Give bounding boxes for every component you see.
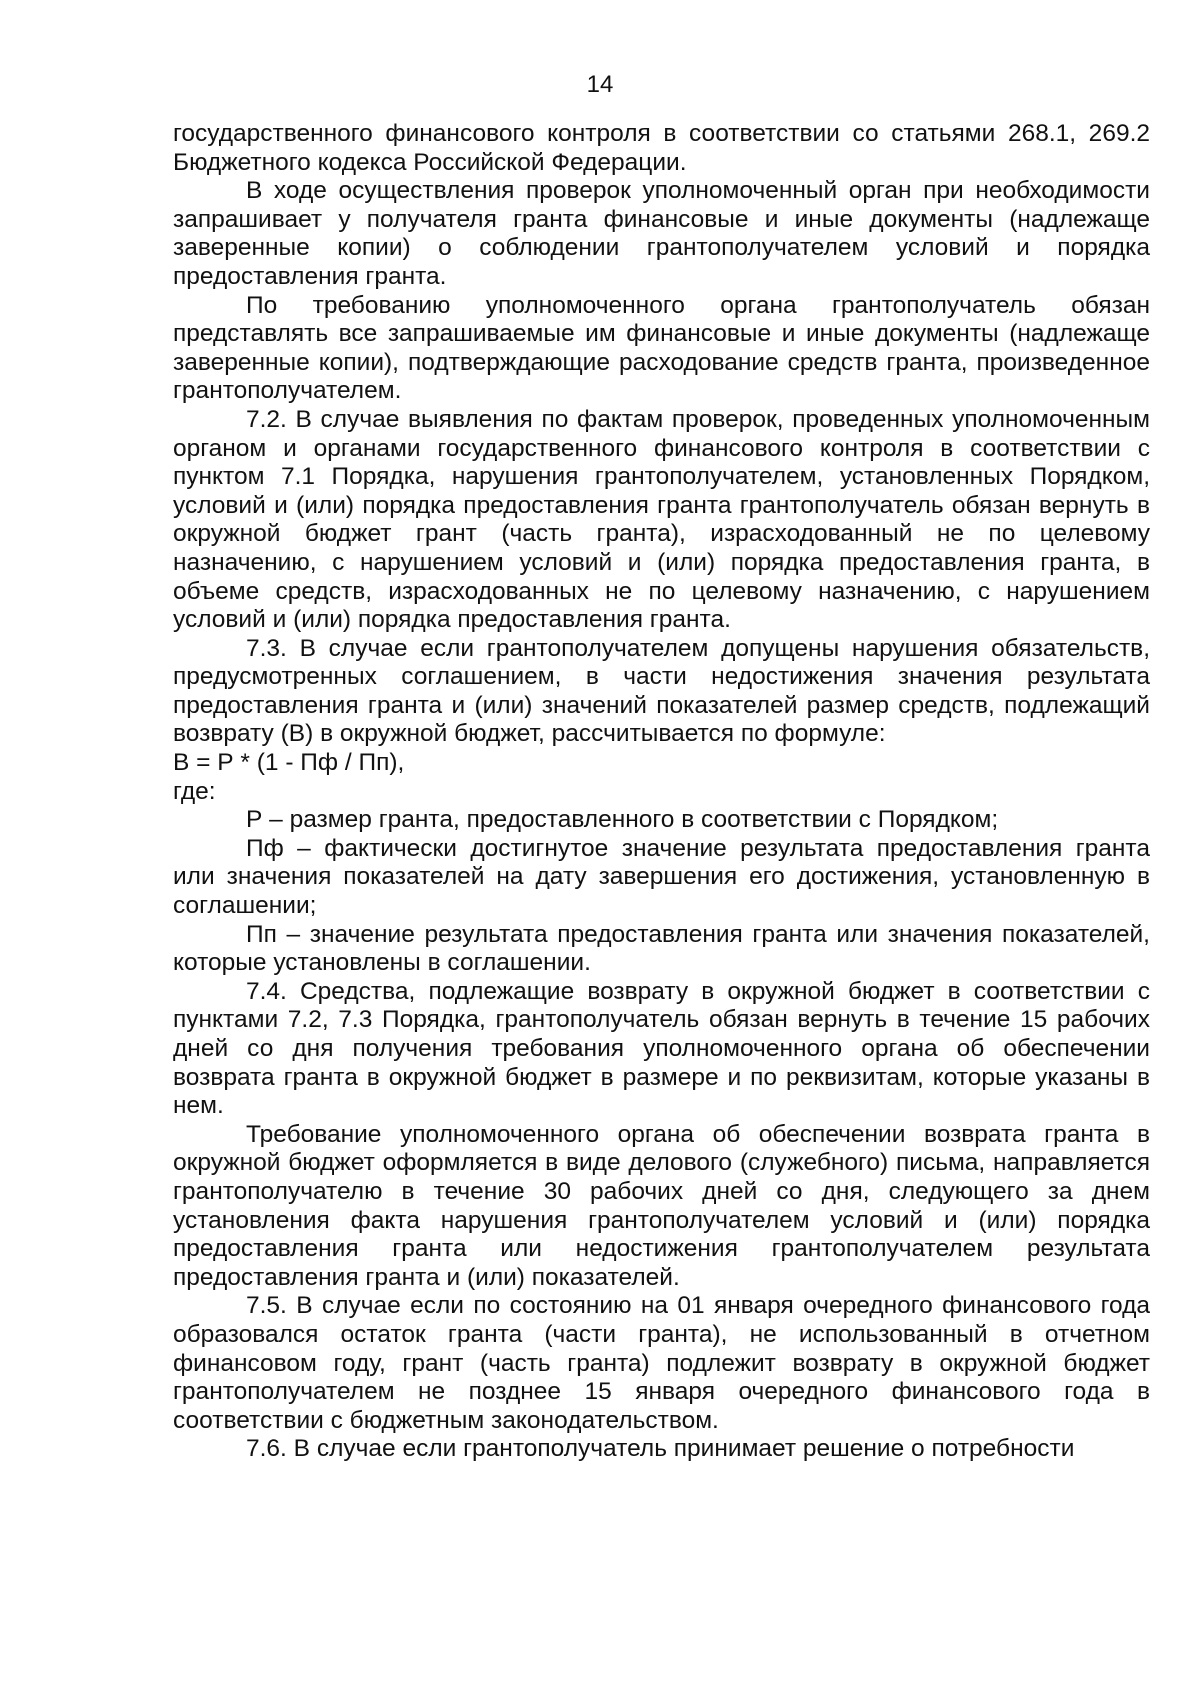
formula-where-label: где: (173, 777, 216, 805)
document-body (173, 120, 1150, 1464)
paragraph-7-3: 7.3. В случае если грантополучателем допущены нарушения обязательств, предусмотренных соглашением, в части недостижения значения результата предоставления гранта и (или) значений показателей размер средств, подлежащий возврату (В) в окружной бюджет, рассчитывается по формуле: (173, 634, 1150, 748)
paragraph-7-2: 7.2. В случае выявления по фактам проверок, проведенных уполномоченным органом и органами государственного финансового контроля в соответствии с пунктом 7.1 Порядка, нарушения грантополучателем, установленных Порядком, условий и (или) порядка предоставления гранта грантополучатель обязан вернуть в окружной бюджет грант (часть гранта), израсходованный не по целевому назначению, с нарушением условий и (или) порядка предоставления гранта, в объеме средств, израсходованных не по целевому назначению, с нарушением условий и (или) порядка предоставления гранта. (173, 405, 1150, 634)
paragraph-document-request: В ходе осуществления проверок уполномоченный орган при необходимости запрашивает у получателя гранта финансовые и иные документы (надлежаще заверенные копии) о соблюдении грантополучателем условий и порядка предоставления гранта. (173, 177, 1150, 290)
formula-definition-pp: Пп – значение результата предоставления гранта или значения показателей, которые установлены в соглашении. (173, 920, 1150, 977)
paragraph-return-requirement: Требование уполномоченного органа об обеспечении возврата гранта в окружной бюджет оформляется в виде делового (служебного) письма, направляется грантополучателю в течение 30 рабочих дней со дня, следующего за днем установления факта нарушения грантополучателем условий и (или) порядка предоставления гранта или недостижения грантополучателем результата предоставления гранта и (или) показателей. (173, 1120, 1150, 1291)
page-number: 14 (586, 71, 614, 98)
return-formula: В = Р * (1 - Пф / Пп), (173, 749, 405, 777)
formula-definition-r: Р – размер гранта, предоставленного в соответствии с Порядком; (246, 806, 999, 834)
paragraph-7-6: 7.6. В случае если грантополучатель принимает решение о потребности (246, 1435, 1075, 1463)
paragraph-document-obligation: По требованию уполномоченного органа грантополучатель обязан представлять все запрашиваемые им финансовые и иные документы (надлежаще заверенные копии), подтверждающие расходование средств гранта, произведенное грантополучателем. (173, 291, 1150, 405)
paragraph-7-4: 7.4. Средства, подлежащие возврату в окружной бюджет в соответствии с пунктами 7.2, 7.3 Порядка, грантополучатель обязан вернуть в течение 15 рабочих дней со дня получения требования уполномоченного органа об обеспечении возврата гранта в окружной бюджет в размере и по реквизитам, которые указаны в нем. (173, 977, 1150, 1120)
paragraph-audit-reference: государственного финансового контроля в соответствии со статьями 268.1, 269.2 Бюджетного кодекса Российской Федерации. (173, 120, 1150, 176)
paragraph-7-5: 7.5. В случае если по состоянию на 01 января очередного финансового года образовался остаток гранта (части гранта), не использованный в отчетном финансовом году, грант (часть гранта) подлежит возврату в окружной бюджет грантополучателем не позднее 15 января очередного финансового года в соответствии с бюджетным законодательством. (173, 1292, 1150, 1434)
formula-definition-pf: Пф – фактически достигнутое значение результата предоставления гранта или значения показателей на дату завершения его достижения, установленную в соглашении; (173, 834, 1150, 920)
